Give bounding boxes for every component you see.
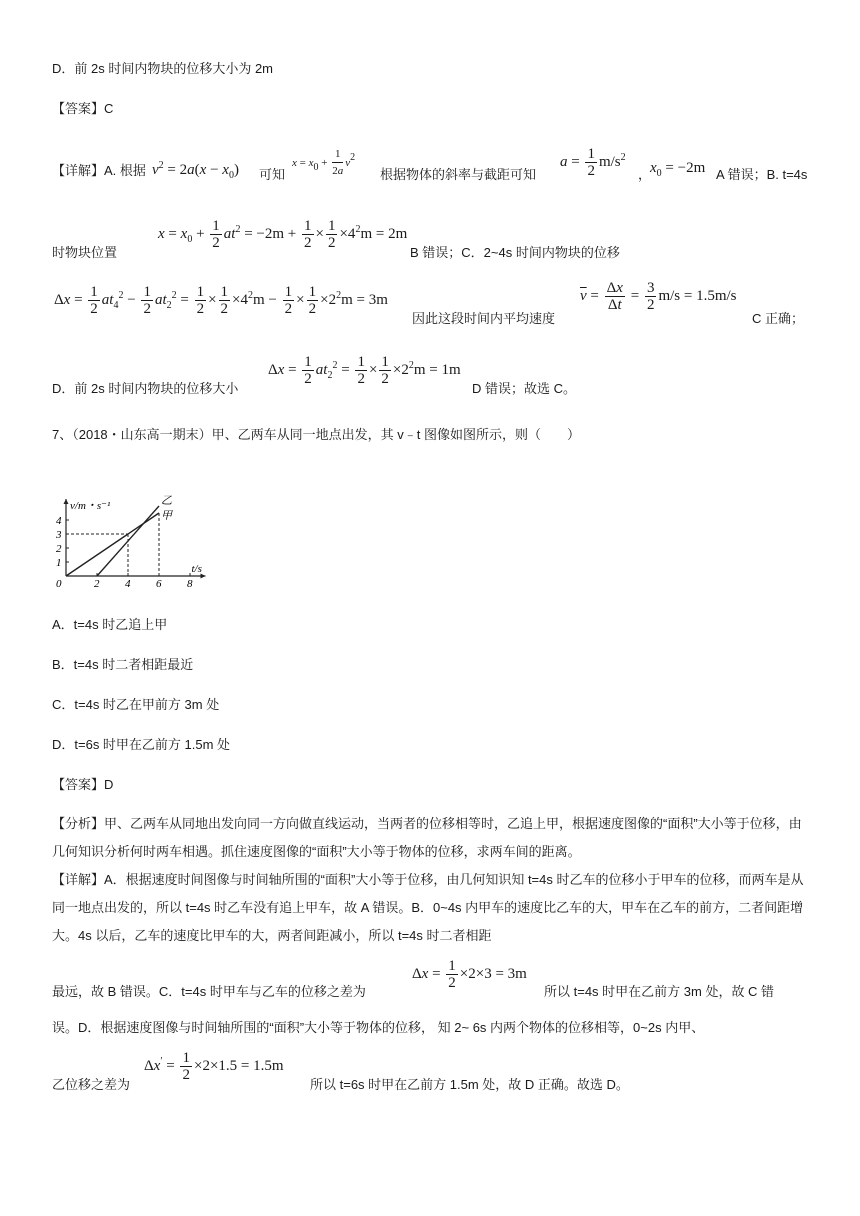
question-stem	[52, 424, 580, 443]
detail-text: C 正确；	[752, 311, 805, 326]
detail-text: 可知	[259, 167, 286, 182]
detail-tag: 【详解】	[52, 163, 105, 178]
series-label: 甲	[161, 510, 172, 522]
y-tick-label: 3	[56, 529, 62, 541]
formula-first-2s: Δx = $\frac{1}{2}$ $at_2^2$ = $\frac{1}{2}$ × $\frac{1}{2}$ $\times 2^2m = 1m$	[268, 354, 461, 387]
y-tick-label: 1	[56, 557, 62, 569]
detail-text: A 错误；B. t=4s	[716, 167, 808, 182]
y-axis-arrow	[64, 499, 69, 504]
detail-text: D．前 2s 时间内物块的位移大小	[52, 381, 239, 396]
question-text: 甲、乙两车从同一地点出发，其 v﹣t 图像如图所示，则（ ）	[211, 427, 580, 442]
detail-text: B 错误；C．2~4s 时间内物块的位移	[410, 245, 620, 260]
detail-line-1	[52, 160, 146, 179]
series-label: 乙	[161, 495, 172, 507]
y-tick-label: 2	[56, 543, 62, 555]
question-source: （2018・山东高一期末）	[72, 427, 212, 442]
x-tick-label: 2	[94, 578, 100, 590]
analysis-paragraph: 【分析】甲、乙两车从同地出发向同一方向做直线运动，当两者的位移相等时，乙追上甲，根据速度图像的“面积”大小等于位移，由几何知识分析何时两车相遇。抓住速度图像的“面积”大小等于物体的位移，求两车间的距离。	[52, 816, 802, 859]
explanation-text: 最远，故 B 错误。C．t=4s 时甲车与乙车的位移之差为	[52, 984, 366, 999]
explanation-text: 所以 t=4s 时甲在乙前方 3m 处，故 C 错	[544, 984, 775, 999]
formula-x0: $x_0 = -2m$	[650, 160, 706, 179]
detail-text: ，	[638, 167, 652, 182]
option-a: A．t=4s 时乙追上甲	[52, 617, 168, 632]
option-b: B．t=4s 时二者相距最近	[52, 657, 194, 672]
formula-x-v2: $x = x_0$ + $\frac{1}{2a}$ $v^2$	[292, 148, 356, 177]
detail-text: 根据物体的斜率与截距可知	[380, 167, 537, 182]
x-tick-label: 4	[125, 578, 131, 590]
formula-displacement: Δx = $\frac{1}{2}$ $at_4^2$ − $\frac{1}{2}$ $at_2^2$ = $\frac{1}{2}$ × $\frac{1}{2}$ $\times 4^2m$ − $\frac{1}{2}$ × $\frac{1}{2}$ $\times 2^2m = 3m$	[54, 284, 388, 317]
y-axis-label: v/m・s⁻¹	[70, 500, 111, 512]
question-number: 7、	[52, 427, 73, 442]
x-tick-label: 8	[187, 578, 193, 590]
x-axis-label: t/s	[191, 563, 202, 575]
explanation-text: 所以 t=6s 时甲在乙前方 1.5m 处，故 D 正确。故选 D。	[310, 1077, 629, 1092]
detail-text: A. 根据	[104, 163, 146, 178]
explanation-paragraph: 【详解】A．根据速度时间图像与时间轴所围的“面积”大小等于位移，由几何知识知 t=4s 时乙车的位移小于甲车的位移，而两车是从同一地点出发的，所以 t=4s 时乙车没有追上甲车，故 A 错误。B．0~4s 内甲车的速度比乙车的大，甲车在乙车的前方，二者间距增大。4s 以后，乙车的速度比甲车的大，两者间距减小，所以 t=4s 时二者相距	[52, 872, 804, 943]
series-line-1	[66, 513, 159, 576]
detail-text: 因此这段时间内平均速度	[412, 311, 556, 326]
origin-label: 0	[56, 578, 62, 590]
formula-a: a = $\frac{1}{2}$ $m/s^2$	[560, 146, 626, 179]
formula-position: $x = x_0$ + $\frac{1}{2}$ $at^2 = -2m$ + $\frac{1}{2}$ × $\frac{1}{2}$ $\times 4^2m = 2m$	[158, 218, 408, 251]
prev-answer: 【答案】C	[52, 101, 114, 116]
vt-chart	[52, 462, 212, 592]
y-tick-label: 4	[56, 515, 62, 527]
answer: 【答案】D	[52, 777, 114, 792]
formula-gap-6s: Δx′ = $\frac{1}{2}$ ×2×1.5 = 1.5m	[144, 1050, 284, 1083]
option-d: D．t=6s 时甲在乙前方 1.5m 处	[52, 737, 231, 752]
prev-option-d: D．前 2s 时间内物块的位移大小为 2m	[52, 61, 274, 76]
detail-text: D 错误；故选 C。	[472, 381, 577, 396]
formula-avg-velocity: $\overline{v}$ = $\frac{\Delta x}{\Delta t}$ = $\frac{3}{2}$ m/s = 1.5m/s	[580, 280, 737, 313]
explanation-text: 乙位移之差为	[52, 1077, 131, 1092]
explanation-text: 误。D．根据速度图像与时间轴所围的“面积”大小等于物体的位移， 知 2~ 6s 内两个物体的位移相等，0~2s 内甲、	[52, 1020, 705, 1035]
detail-text: 时物块位置	[52, 245, 118, 260]
formula-v2: $v^2 = 2a(x - x_0)$	[152, 160, 239, 181]
formula-gap-4s: Δx = $\frac{1}{2}$ ×2×3 = 3m	[412, 958, 527, 991]
x-tick-label: 6	[156, 578, 162, 590]
option-c: C．t=4s 时乙在甲前方 3m 处	[52, 697, 220, 712]
